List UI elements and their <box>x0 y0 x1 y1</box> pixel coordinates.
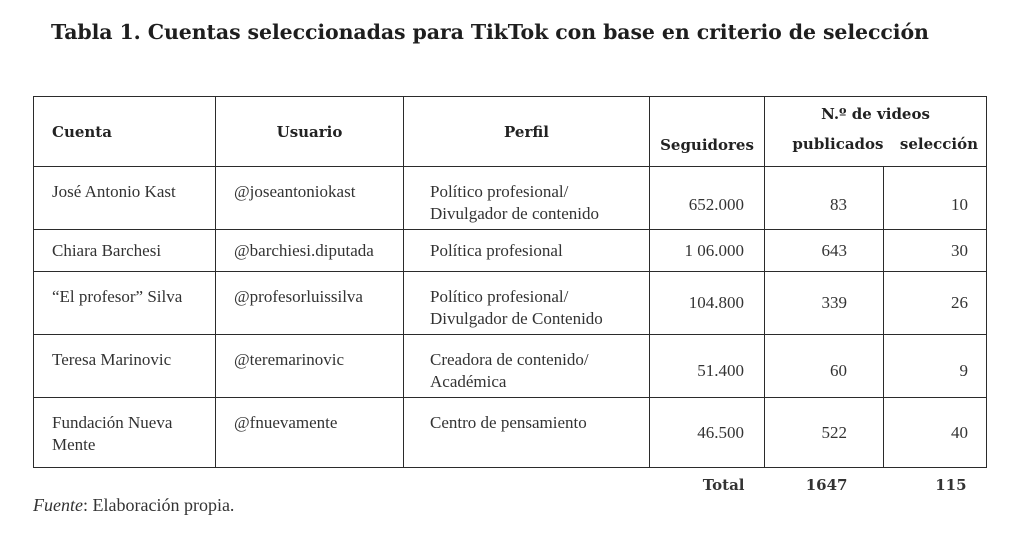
cell-cuenta: José Antonio Kast <box>34 167 216 230</box>
header-perfil: Perfil <box>404 97 650 167</box>
total-seleccion: 115 <box>935 475 967 494</box>
header-videos-group: N.º de videos <box>765 97 987 131</box>
cell-publicados: 643 <box>765 230 884 272</box>
header-row-1 <box>34 97 987 131</box>
cell-usuario: @joseantoniokast <box>216 167 404 230</box>
cell-cuenta: Fundación Nueva Mente <box>34 398 216 468</box>
cell-seguidores: 1 06.000 <box>650 230 765 272</box>
table-row <box>34 230 987 272</box>
cell-perfil: Centro de pensamiento <box>404 398 650 468</box>
cell-usuario: @teremarinovic <box>216 335 404 398</box>
cell-seleccion: 40 <box>884 398 987 468</box>
cell-cuenta: Teresa Marinovic <box>34 335 216 398</box>
cell-cuenta: Chiara Barchesi <box>34 230 216 272</box>
cell-seguidores: 652.000 <box>650 167 765 230</box>
cell-usuario: @profesorluissilva <box>216 272 404 335</box>
cell-usuario: @fnuevamente <box>216 398 404 468</box>
table-row <box>34 167 987 230</box>
total-label: Total <box>702 475 745 494</box>
cell-publicados: 83 <box>765 167 884 230</box>
source-label: Fuente <box>33 495 83 515</box>
cell-seleccion: 10 <box>884 167 987 230</box>
cell-perfil: Política profesional <box>404 230 650 272</box>
table-title: Tabla 1. Cuentas seleccionadas para TikTok con base en criterio de selección <box>51 20 929 44</box>
cell-seguidores: 104.800 <box>650 272 765 335</box>
cell-seleccion: 26 <box>884 272 987 335</box>
header-usuario: Usuario <box>216 97 404 167</box>
total-publicados: 1647 <box>805 475 848 494</box>
header-publicados: publicados <box>765 131 884 167</box>
header-seguidores: Seguidores <box>650 97 765 167</box>
table-row <box>34 335 987 398</box>
table-row <box>34 398 987 468</box>
cell-publicados: 522 <box>765 398 884 468</box>
source-note <box>33 495 234 516</box>
table-row <box>34 272 987 335</box>
cell-seguidores: 46.500 <box>650 398 765 468</box>
source-text: : Elaboración propia. <box>82 495 235 515</box>
cell-cuenta: “El profesor” Silva <box>34 272 216 335</box>
cell-perfil: Político profesional/ Divulgador de Contenido <box>404 272 650 335</box>
cell-seleccion: 9 <box>884 335 987 398</box>
cell-usuario: @barchiesi.diputada <box>216 230 404 272</box>
cell-publicados: 339 <box>765 272 884 335</box>
cell-perfil: Político profesional/ Divulgador de contenido <box>404 167 650 230</box>
header-seleccion: selección <box>884 131 987 167</box>
cell-seguidores: 51.400 <box>650 335 765 398</box>
cell-publicados: 60 <box>765 335 884 398</box>
cell-seleccion: 30 <box>884 230 987 272</box>
cell-perfil: Creadora de contenido/ Académica <box>404 335 650 398</box>
accounts-table <box>33 96 987 502</box>
header-cuenta: Cuenta <box>34 97 216 167</box>
